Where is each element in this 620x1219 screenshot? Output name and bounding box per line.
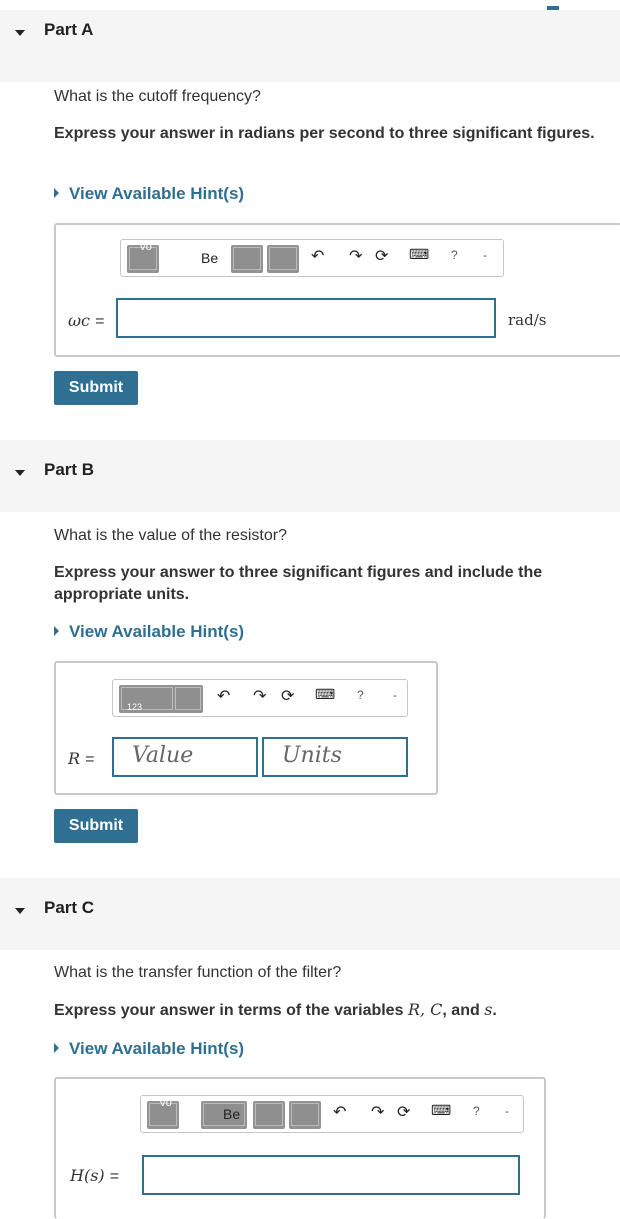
- undo-icon[interactable]: ↶: [311, 248, 325, 265]
- part-b-instruction: Express your answer to three significant figures and include the appropriate units.: [54, 564, 543, 603]
- template-slot[interactable]: [161, 245, 181, 273]
- caret-down-icon: [15, 470, 25, 476]
- math-toolbar: Vo Be ↶ ↷ ⟳ ⌨ ? -: [120, 239, 504, 277]
- units-toolbar: 123 ↶ ↷ ⟳ ⌨ ? -: [112, 679, 408, 717]
- part-b-submit-button[interactable]: Submit: [54, 809, 138, 843]
- fraction-button[interactable]: [253, 1101, 285, 1129]
- unit-label: rad/s: [508, 311, 547, 329]
- reset-icon[interactable]: ⟳: [375, 248, 389, 265]
- math-toolbar: Vo Be ↶ ↷ ⟳ ⌨ ? -: [140, 1095, 524, 1133]
- toolbar-dash: -: [393, 688, 397, 702]
- part-c-answer-box: [54, 1077, 546, 1219]
- part-a-answer-box: [54, 223, 620, 357]
- keyboard-icon[interactable]: ⌨: [409, 246, 430, 262]
- part-b-answer-box: [54, 661, 438, 795]
- reset-icon[interactable]: ⟳: [281, 688, 295, 705]
- transfer-function-label: H(s) =: [70, 1166, 120, 1185]
- keyboard-icon[interactable]: ⌨: [431, 1102, 452, 1118]
- caret-right-icon: [54, 1043, 59, 1053]
- part-c-hint-link[interactable]: View Available Hint(s): [54, 1039, 244, 1059]
- undo-icon[interactable]: ↶: [333, 1104, 347, 1121]
- part-a-title: Part A: [44, 20, 94, 39]
- redo-icon[interactable]: ↷: [371, 1104, 385, 1121]
- toolbar-dash: -: [505, 1104, 509, 1118]
- omega-c-label: ωc =: [68, 311, 105, 330]
- part-b-question: What is the value of the resistor?: [54, 527, 287, 544]
- caret-down-icon: [15, 908, 25, 914]
- unit-picker-button[interactable]: [173, 685, 203, 713]
- part-a-instruction: Express your answer in radians per second to three significant figures.: [54, 125, 595, 142]
- part-c-instruction: Express your answer in terms of the variables R, C, and s.: [54, 1000, 497, 1019]
- keyboard-icon[interactable]: ⌨: [315, 686, 336, 702]
- resistor-value-input[interactable]: Value: [112, 737, 258, 777]
- help-icon[interactable]: ?: [451, 248, 458, 262]
- part-a-hint-link[interactable]: View Available Hint(s): [54, 184, 244, 204]
- part-c-question: What is the transfer function of the filter?: [54, 964, 342, 981]
- part-b-hint-link[interactable]: View Available Hint(s): [54, 622, 244, 642]
- symbol-button[interactable]: [267, 245, 299, 273]
- caret-right-icon: [54, 188, 59, 198]
- reset-icon[interactable]: ⟳: [397, 1104, 411, 1121]
- caret-right-icon: [54, 626, 59, 636]
- template-be-label: Be: [223, 1106, 241, 1122]
- transfer-function-input[interactable]: [142, 1155, 520, 1195]
- help-icon[interactable]: ?: [357, 688, 364, 702]
- cutoff-frequency-input[interactable]: [116, 298, 496, 338]
- part-b-title: Part B: [44, 460, 95, 479]
- symbol-button[interactable]: [289, 1101, 321, 1129]
- redo-icon[interactable]: ↷: [349, 248, 363, 265]
- part-a-header[interactable]: [0, 10, 620, 82]
- part-a-submit-button[interactable]: Submit: [54, 371, 138, 405]
- part-c-title: Part C: [44, 898, 95, 917]
- toolbar-dash: -: [483, 248, 487, 262]
- part-b-header[interactable]: [0, 440, 620, 512]
- part-c-header[interactable]: [0, 878, 620, 950]
- undo-icon[interactable]: ↶: [217, 688, 231, 705]
- help-icon[interactable]: ?: [473, 1104, 480, 1118]
- template-be-label[interactable]: Be: [201, 250, 219, 266]
- fraction-button[interactable]: [231, 245, 263, 273]
- part-a-question: What is the cutoff frequency?: [54, 88, 261, 105]
- resistor-label: R =: [68, 749, 95, 768]
- template-slot[interactable]: [181, 1101, 201, 1129]
- resistor-units-input[interactable]: Units: [262, 737, 408, 777]
- redo-icon[interactable]: ↷: [253, 688, 267, 705]
- caret-down-icon: [15, 30, 25, 36]
